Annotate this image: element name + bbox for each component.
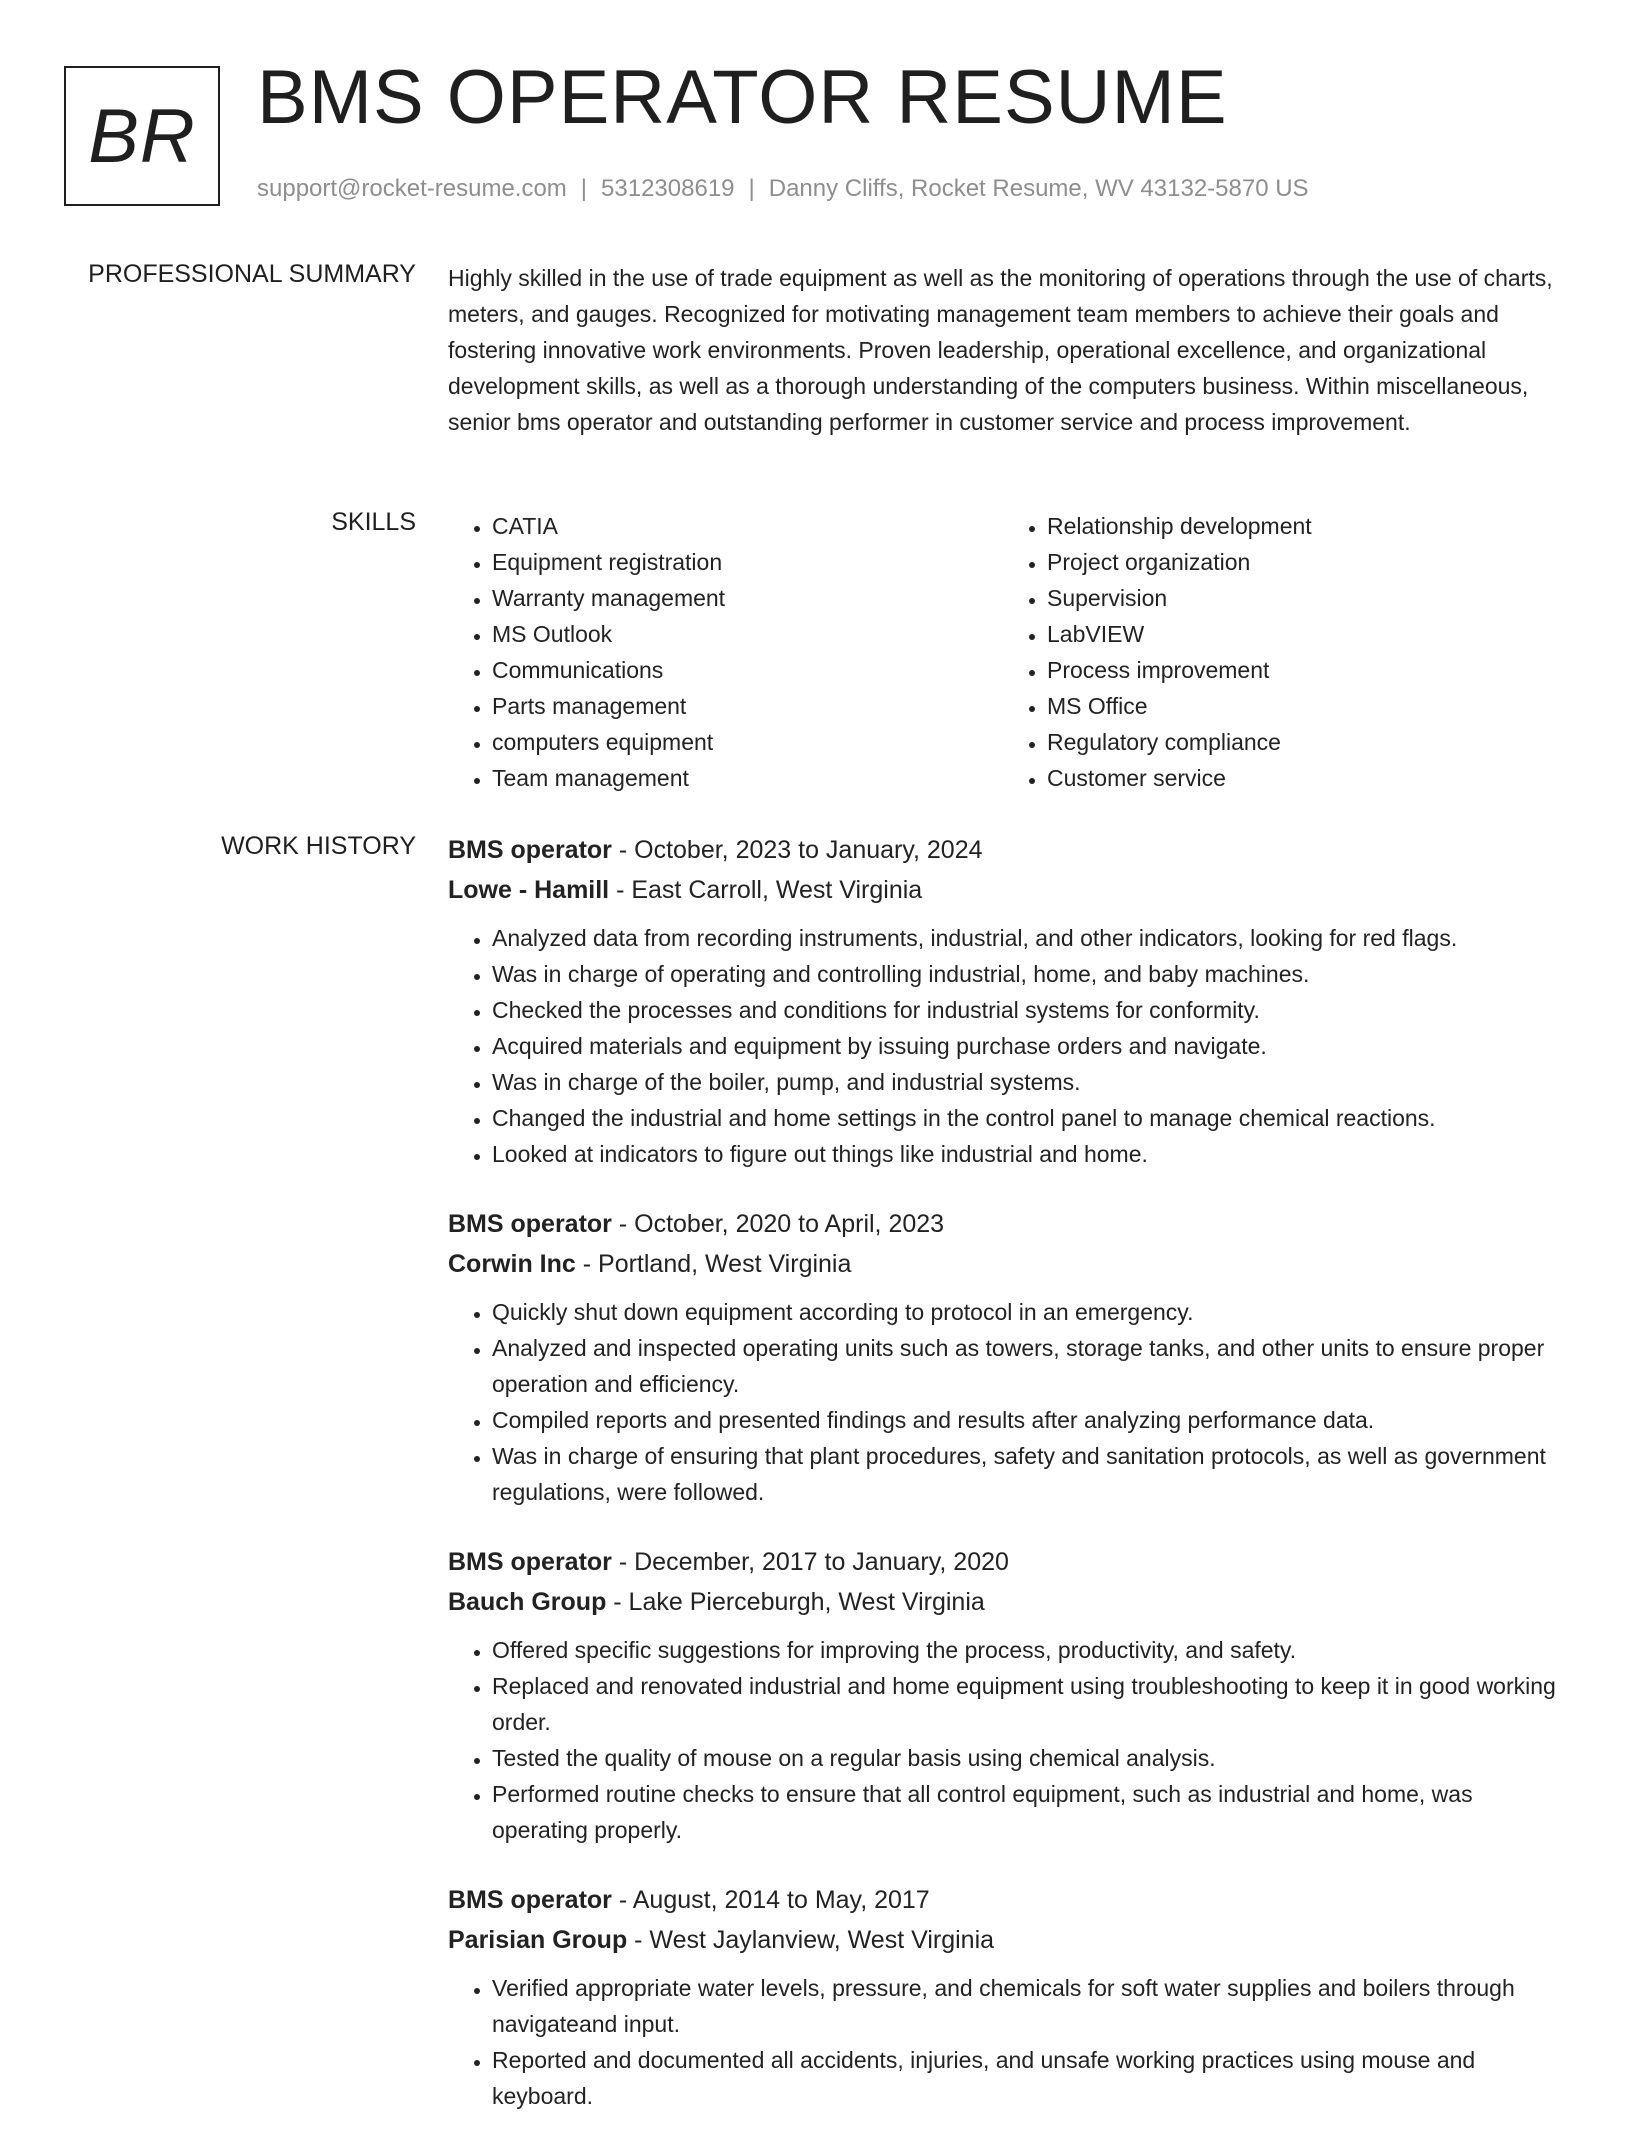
skill-item: • MS Office bbox=[1047, 688, 1558, 724]
job-title-line bbox=[448, 1542, 1558, 1582]
job-entry bbox=[448, 1542, 1558, 1848]
skill-item: • Supervision bbox=[1047, 580, 1558, 616]
skill-item: • Regulatory compliance bbox=[1047, 724, 1558, 760]
job-bullet: • Reported and documented all accidents, injuries, and unsafe working practices using mouse and keyboard. bbox=[492, 2042, 1558, 2114]
skill-item: • CATIA bbox=[492, 508, 1003, 544]
job-bullet: • Was in charge of ensuring that plant procedures, safety and sanitation protocols, as well as government regulations, were followed. bbox=[492, 1438, 1558, 1510]
job-title: BMS operator bbox=[448, 1886, 612, 1914]
job-company: Bauch Group bbox=[448, 1588, 607, 1616]
job-company-line bbox=[448, 1920, 1558, 1960]
job-bullets bbox=[448, 920, 1558, 1172]
job-title-line bbox=[448, 1204, 1558, 1244]
job-company-line bbox=[448, 870, 1558, 910]
skill-item: • Parts management bbox=[492, 688, 1003, 724]
job-location: - Lake Pierceburgh, West Virginia bbox=[606, 1588, 985, 1616]
job-bullet: • Analyzed and inspected operating units such as towers, storage tanks, and other units to ensure proper operation and efficiency. bbox=[492, 1330, 1558, 1402]
job-title: BMS operator bbox=[448, 836, 612, 864]
contact-separator: | bbox=[580, 175, 588, 202]
skill-item: • Communications bbox=[492, 652, 1003, 688]
section-label-work-history: WORK HISTORY bbox=[221, 832, 416, 860]
job-bullet: • Compiled reports and presented findings and results after analyzing performance data. bbox=[492, 1402, 1558, 1438]
skill-item: • Equipment registration bbox=[492, 544, 1003, 580]
job-bullet: • Offered specific suggestions for improving the process, productivity, and safety. bbox=[492, 1632, 1558, 1668]
skill-item: • MS Outlook bbox=[492, 616, 1003, 652]
job-bullet: • Acquired materials and equipment by issuing purchase orders and navigate. bbox=[492, 1028, 1558, 1064]
job-title: BMS operator bbox=[448, 1210, 612, 1238]
job-bullet: • Analyzed data from recording instruments, industrial, and other indicators, looking for red flags. bbox=[492, 920, 1558, 956]
skill-item: • Project organization bbox=[1047, 544, 1558, 580]
monogram-logo: BR bbox=[64, 66, 220, 206]
skill-item: • LabVIEW bbox=[1047, 616, 1558, 652]
job-bullet: • Looked at indicators to figure out things like industrial and home. bbox=[492, 1136, 1558, 1172]
contact-separator: | bbox=[748, 175, 755, 202]
job-bullet: • Replaced and renovated industrial and home equipment using troubleshooting to keep it in good working order. bbox=[492, 1668, 1558, 1740]
job-bullet: • Performed routine checks to ensure that all control equipment, such as industrial and home, was operating properly. bbox=[492, 1776, 1558, 1848]
job-bullet: • Tested the quality of mouse on a regular basis using chemical analysis. bbox=[492, 1740, 1558, 1776]
skill-item: • Relationship development bbox=[1047, 508, 1558, 544]
work-history-body bbox=[448, 830, 1558, 2146]
job-bullet: • Was in charge of the boiler, pump, and industrial systems. bbox=[492, 1064, 1558, 1100]
contact-line bbox=[257, 175, 1309, 203]
job-location: - East Carroll, West Virginia bbox=[609, 876, 923, 904]
job-company-line bbox=[448, 1244, 1558, 1284]
job-bullet: • Was in charge of operating and controlling industrial, home, and baby machines. bbox=[492, 956, 1558, 992]
page-title: BMS OPERATOR RESUME bbox=[257, 55, 1228, 140]
contact-phone[interactable]: 5312308619 bbox=[601, 175, 735, 202]
job-dates: - December, 2017 to January, 2020 bbox=[611, 1548, 1009, 1576]
job-company: Corwin Inc bbox=[448, 1250, 576, 1278]
section-label-summary: PROFESSIONAL SUMMARY bbox=[88, 260, 416, 288]
job-bullets bbox=[448, 1970, 1558, 2114]
job-bullet: • Checked the processes and conditions for industrial systems for conformity. bbox=[492, 992, 1558, 1028]
job-company: Lowe - Hamill bbox=[448, 876, 610, 904]
job-company: Parisian Group bbox=[448, 1926, 628, 1954]
job-dates: - October, 2020 to April, 2023 bbox=[611, 1210, 945, 1238]
job-company-line bbox=[448, 1582, 1558, 1622]
job-title-line bbox=[448, 1880, 1558, 1920]
job-bullet: • Changed the industrial and home settings in the control panel to manage chemical reactions. bbox=[492, 1100, 1558, 1136]
job-entry bbox=[448, 1204, 1558, 1510]
contact-email[interactable]: support@rocket-resume.com bbox=[257, 175, 567, 202]
job-bullets bbox=[448, 1632, 1558, 1848]
skills-columns bbox=[448, 508, 1558, 796]
section-label-skills: SKILLS bbox=[331, 508, 416, 536]
skill-item: • Customer service bbox=[1047, 760, 1558, 796]
job-dates: - August, 2014 to May, 2017 bbox=[611, 1886, 930, 1914]
job-title-line bbox=[448, 830, 1558, 870]
job-location: - Portland, West Virginia bbox=[575, 1250, 852, 1278]
skill-item: • Warranty management bbox=[492, 580, 1003, 616]
skill-item: • Process improvement bbox=[1047, 652, 1558, 688]
skill-item: • computers equipment bbox=[492, 724, 1003, 760]
job-title: BMS operator bbox=[448, 1548, 612, 1576]
job-dates: - October, 2023 to January, 2024 bbox=[611, 836, 983, 864]
contact-address: Danny Cliffs, Rocket Resume, WV 43132-5870 US bbox=[768, 175, 1309, 202]
summary-text: Highly skilled in the use of trade equipment as well as the monitoring of operations through the use of charts, meters, and gauges. Recognized for motivating management team members to achieve their goals and fostering innovative work environments. Proven leadership, operational excellence, and organizational development skills, as well as a thorough understanding of the computers business. Within miscellaneous, senior bms operator and outstanding performer in customer service and process improvement. bbox=[448, 265, 1553, 435]
skill-item: • Team management bbox=[492, 760, 1003, 796]
skills-list-left bbox=[448, 508, 1003, 796]
job-bullet: • Quickly shut down equipment according to protocol in an emergency. bbox=[492, 1294, 1558, 1330]
job-entry bbox=[448, 1880, 1558, 2114]
job-bullets bbox=[448, 1294, 1558, 1510]
job-bullet: • Verified appropriate water levels, pressure, and chemicals for soft water supplies and boilers through navigateand input. bbox=[492, 1970, 1558, 2042]
skills-list-right bbox=[1003, 508, 1558, 796]
job-entry bbox=[448, 830, 1558, 1172]
job-location: - West Jaylanview, West Virginia bbox=[627, 1926, 995, 1954]
